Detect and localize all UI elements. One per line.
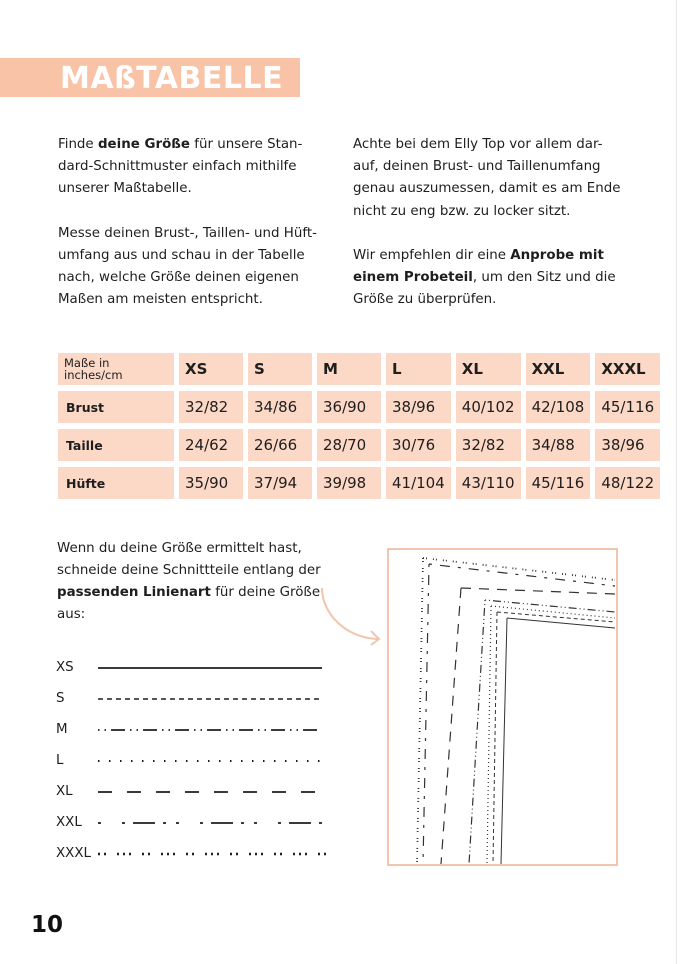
pattern-line-s bbox=[497, 612, 615, 622]
page-title: MAßTABELLE bbox=[60, 61, 284, 96]
size-header: XXL bbox=[526, 353, 591, 385]
size-header: L bbox=[386, 353, 451, 385]
right-column bbox=[353, 134, 623, 311]
table-cell: 34/86 bbox=[248, 391, 312, 423]
pattern-line-xl bbox=[461, 588, 615, 594]
line-type-label-m: M bbox=[56, 722, 68, 737]
text: für deine Größe aus: bbox=[57, 585, 321, 622]
pattern-line-xs bbox=[501, 618, 507, 864]
pattern-line-xxl bbox=[429, 564, 615, 586]
table-cell: 28/70 bbox=[317, 429, 381, 461]
table-cell: 37/94 bbox=[248, 467, 312, 499]
table-cell: 40/102 bbox=[456, 391, 521, 423]
table-row bbox=[58, 429, 660, 461]
right-paragraph-1: Achte bei dem Elly Top vor allem dar-auf, deinen Brust- und Taillenumfang genau auszumessen, damit es am Ende nicht zu eng bzw. zu locker sitzt. bbox=[353, 137, 621, 219]
table-header-row bbox=[58, 353, 660, 385]
table-cell: 41/104 bbox=[386, 467, 451, 499]
table-cell: 34/88 bbox=[526, 429, 591, 461]
page-edge bbox=[676, 0, 677, 964]
pattern-line-l bbox=[487, 606, 491, 864]
line-type-label-xs: XS bbox=[56, 660, 74, 675]
text: Wenn du deine Größe ermittelt hast, schneide deine Schnittteile entlang der bbox=[57, 541, 321, 578]
left-paragraph-2: Messe deinen Brust-, Taillen- und Hüft-umfang aus und schau in der Tabelle nach, welche Größe deinen eigenen Maßen am meisten entspricht. bbox=[58, 225, 317, 308]
pattern-line-xxxl bbox=[417, 558, 423, 864]
size-header: S bbox=[248, 353, 312, 385]
corner-label-line-1: Maße in bbox=[64, 356, 110, 370]
table-cell: 24/62 bbox=[179, 429, 243, 461]
line-type-label-l: L bbox=[56, 753, 64, 768]
size-chart-table bbox=[53, 347, 665, 505]
row-label: Hüfte bbox=[58, 467, 174, 499]
text: , um den Sitz und die Größe zu überprüfen. bbox=[353, 270, 616, 308]
pattern-illustration bbox=[387, 548, 618, 866]
line-type-label-xl: XL bbox=[56, 784, 73, 799]
pattern-line-m bbox=[485, 600, 615, 612]
bold-text: passenden Linienart bbox=[57, 585, 211, 600]
table-cell: 43/110 bbox=[456, 467, 521, 499]
table-cell: 45/116 bbox=[595, 391, 660, 423]
table-cell: 42/108 bbox=[526, 391, 591, 423]
size-header: XS bbox=[179, 353, 243, 385]
pattern-lines bbox=[389, 550, 616, 864]
table-cell: 48/122 bbox=[595, 467, 660, 499]
table-cell: 45/116 bbox=[526, 467, 591, 499]
row-label: Brust bbox=[58, 391, 174, 423]
line-type-label-s: S bbox=[56, 691, 65, 706]
left-paragraph-1 bbox=[58, 134, 328, 201]
table-cell: 32/82 bbox=[179, 391, 243, 423]
pattern-line-xs bbox=[507, 618, 615, 628]
table-row bbox=[58, 467, 660, 499]
line-type-legend bbox=[96, 650, 336, 870]
table-cell: 36/90 bbox=[317, 391, 381, 423]
table-cell: 38/96 bbox=[595, 429, 660, 461]
size-header: XXXL bbox=[595, 353, 660, 385]
curved-arrow-icon bbox=[316, 586, 388, 646]
text: Wir empfehlen dir eine bbox=[353, 247, 511, 263]
bold-text: deine Größe bbox=[97, 137, 190, 152]
pattern-line-m bbox=[469, 600, 485, 864]
right-paragraph-2 bbox=[353, 245, 623, 312]
page-number: 10 bbox=[31, 912, 64, 938]
pattern-line-s bbox=[493, 612, 497, 864]
pattern-line-xxxl bbox=[423, 558, 615, 580]
pattern-line-xxl bbox=[423, 564, 429, 864]
line-type-label-xxl: XXL bbox=[56, 815, 82, 830]
table-row bbox=[58, 391, 660, 423]
text: Finde bbox=[58, 137, 98, 152]
table-cell: 32/82 bbox=[456, 429, 521, 461]
size-header: XL bbox=[456, 353, 521, 385]
pattern-line-l bbox=[491, 606, 615, 618]
left-column bbox=[58, 134, 328, 311]
table-corner-cell bbox=[58, 353, 174, 385]
table-cell: 35/90 bbox=[179, 467, 243, 499]
corner-label-line-2: inches/cm bbox=[64, 368, 123, 382]
bold-text: Anprobe mit einem Probeteil bbox=[353, 247, 604, 286]
table-cell: 26/66 bbox=[248, 429, 312, 461]
row-label: Taille bbox=[58, 429, 174, 461]
table-cell: 38/96 bbox=[386, 391, 451, 423]
table-cell: 30/76 bbox=[386, 429, 451, 461]
table-cell: 39/98 bbox=[317, 467, 381, 499]
pattern-line-xl bbox=[441, 588, 461, 864]
size-header: M bbox=[317, 353, 381, 385]
text: für unsere Stan-dard-Schnittmuster einfach mithilfe unserer Maßtabelle. bbox=[58, 137, 303, 197]
cutting-instructions bbox=[57, 538, 327, 626]
line-type-label-xxxl: XXXL bbox=[56, 846, 91, 861]
